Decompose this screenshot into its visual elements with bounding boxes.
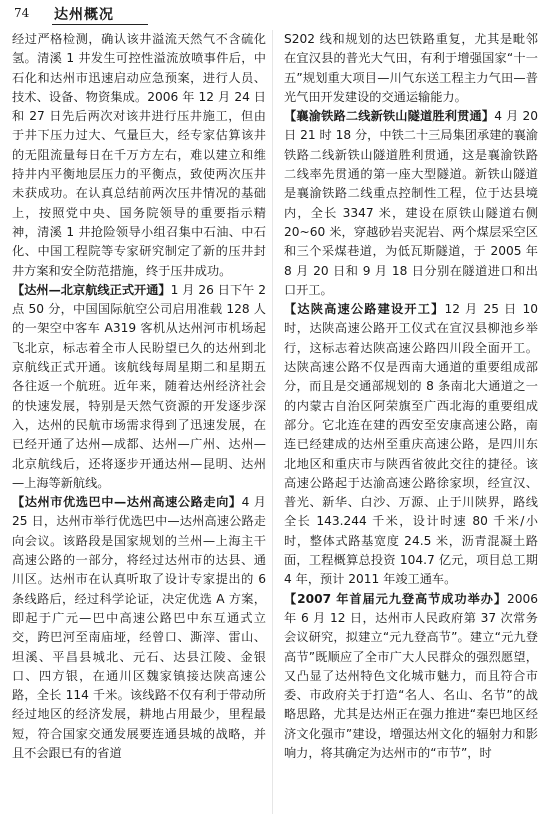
section-entry	[12, 493, 266, 763]
column-divider	[272, 30, 273, 814]
section-body: 12 月 25 日 10 时，达陕高速公路开工仪式在宣汉县柳池乡举行，这标志着达陕高速公路四川段全面开工。达陕高速公路不仅是西南大通道的重要组成部分，而且是交通部规划的 8 条南北大通道之一的内蒙古自治区阿荣旗至广西北海的重要组成部分。它北连在建的西安至安康高速公路，南连已经建成的达州至重庆高速公路，是四川东北地区和重庆市与陕西省彼此交往的捷径。该高速公路起于达渝高速公路徐家坝，经宣汉、普光、新华、白沙、万源、止于川陕界，路线全长 143.244 千米，设计时速 80 千米/小时，整体式路基宽度 24.5 米，沥青混凝土路面，工程概算总投资 104.7 亿元，项目总工期 4 年，预计 2011 年竣工通车。	[284, 302, 538, 587]
page-header	[14, 4, 536, 24]
section-body: 4 月 25 日，达州市举行优选巴中—达州高速公路走向会议。该路段是国家规划的兰州—上海主干高速公路的一部分，将经过达州市的达县、通川区。达州市在认真听取了设计专家提出的 6 条线路后，经过科学论证，决定优选 A 方案，即起于广元—巴中高速公路巴中东互通式立交，跨巴河至南庙垭，经曾口、澌滓、雷山、坦溪、平昌县城北、元石、达县江陵、金银口、四方银，在通川区魏家镇接达陕高速公路，全长 114 千米。该线路不仅有利于带动所经过地区的经济发展，耕地占用最少，里程最短，符合国家交通发展要连通县城的战略，并且不会跟已有的省道	[12, 495, 266, 760]
section-heading: 【达州市优选巴中—达州高速公路走向】	[12, 495, 242, 510]
paragraph: S202 线和规划的达巴铁路重复，尤其是毗邻在宜汉县的普光大气田，有利于增强国家“十一五”规划重大项目—川气东送工程主力气田—普光气田开发建设的交通运输能力。	[284, 32, 538, 104]
section-body: 1 月 26 日下午 2 点 50 分，中国国际航空公司启用准载 128 人的一架空中客车 A319 客机从达州河市机场起飞北京，标志着全市人民盼望已久的达州到北京航线正式开通。该航线每周星期二和星期五各往返一个航班。近年来，随着达州经济社会的快速发展，特别是天然气资源的开发逐步深入，达州的民航市场需求得到了迅速发展，在已经开通了达州—成都、达州—广州、达州—北京航线后，还将逐步开通达州—昆明、达州—上海等新航线。	[12, 282, 267, 490]
section-body: 2006 年 6 月 12 日，达州市人民政府第 37 次常务会议研究，拟建立“元九登高节”。建立“元九登高节”既顺应了全市广大人民群众的强烈愿望，又凸显了达州特色文化城市魅力，而且符合市委、市政府关于打造“名人、名山、名节”的战略思路，尤其是达州正在强力推进“秦巴地区经济文化强市”建设，增强达州文化的辐射力和影响力，将其确定为达州市的“市节”，时	[284, 591, 538, 760]
running-title: 达州概况	[54, 7, 114, 23]
page-number: 74	[14, 6, 30, 20]
section-heading: 【襄渝铁路二线新铁山隧道胜利贯通】	[284, 109, 495, 124]
section-entry	[284, 300, 538, 589]
left-column	[12, 30, 266, 763]
header-rule	[52, 24, 148, 25]
section-heading: 【2007 年首届元九登高节成功举办】	[284, 591, 507, 606]
section-entry	[284, 590, 538, 764]
paragraph: 经过严格检测，确认该井溢流天然气不含硫化氢。清溪 1 井发生可控性溢流放喷事件后，中石化和达州市迅速启动应急预案，进行人员、技术、设备、物资集成。2006 年 12 月 24 日和 27 日先后两次对该井进行压井施工，但由于井下压力过大、气量巨大，经专家估算该井的无阻流量每日在千万方左右，难以建立和维持井内平衡地层压力的平衡点，致使两次压井未获成功。在认真总结前两次压井情况的基础上，按照党中央、国务院领导的重要指示精神，清溪 1 井抢险领导小组召集中石油、中石化、中国工程院等专家研究制定了新的压井封井方案和安全防范措施，终于压井成功。	[12, 32, 266, 278]
section-heading: 【达州—北京航线正式开通】	[12, 282, 171, 297]
right-column	[284, 30, 538, 763]
section-body: 4 月 20 日 21 时 18 分，中铁二十三局集团承建的襄渝铁路二线新铁山隧道胜利贯通，这是襄渝铁路二线率先贯通的第一座大型隧道。新铁山隧道是襄渝铁路二线重点控制性工程，位于达县境内，全长 3347 米，建设在原铁山隧道右侧 20~60 米，穿越砂岩夹泥岩、两个煤层采空区和三个采煤巷道，为低瓦斯隧道，于 2005 年 8 月 20 日和 9 月 18 日分别在隧道进口和出口开工。	[284, 109, 539, 297]
section-entry	[284, 107, 538, 300]
section-entry	[12, 281, 266, 493]
section-heading: 【达陕高速公路建设开工】	[284, 302, 445, 317]
